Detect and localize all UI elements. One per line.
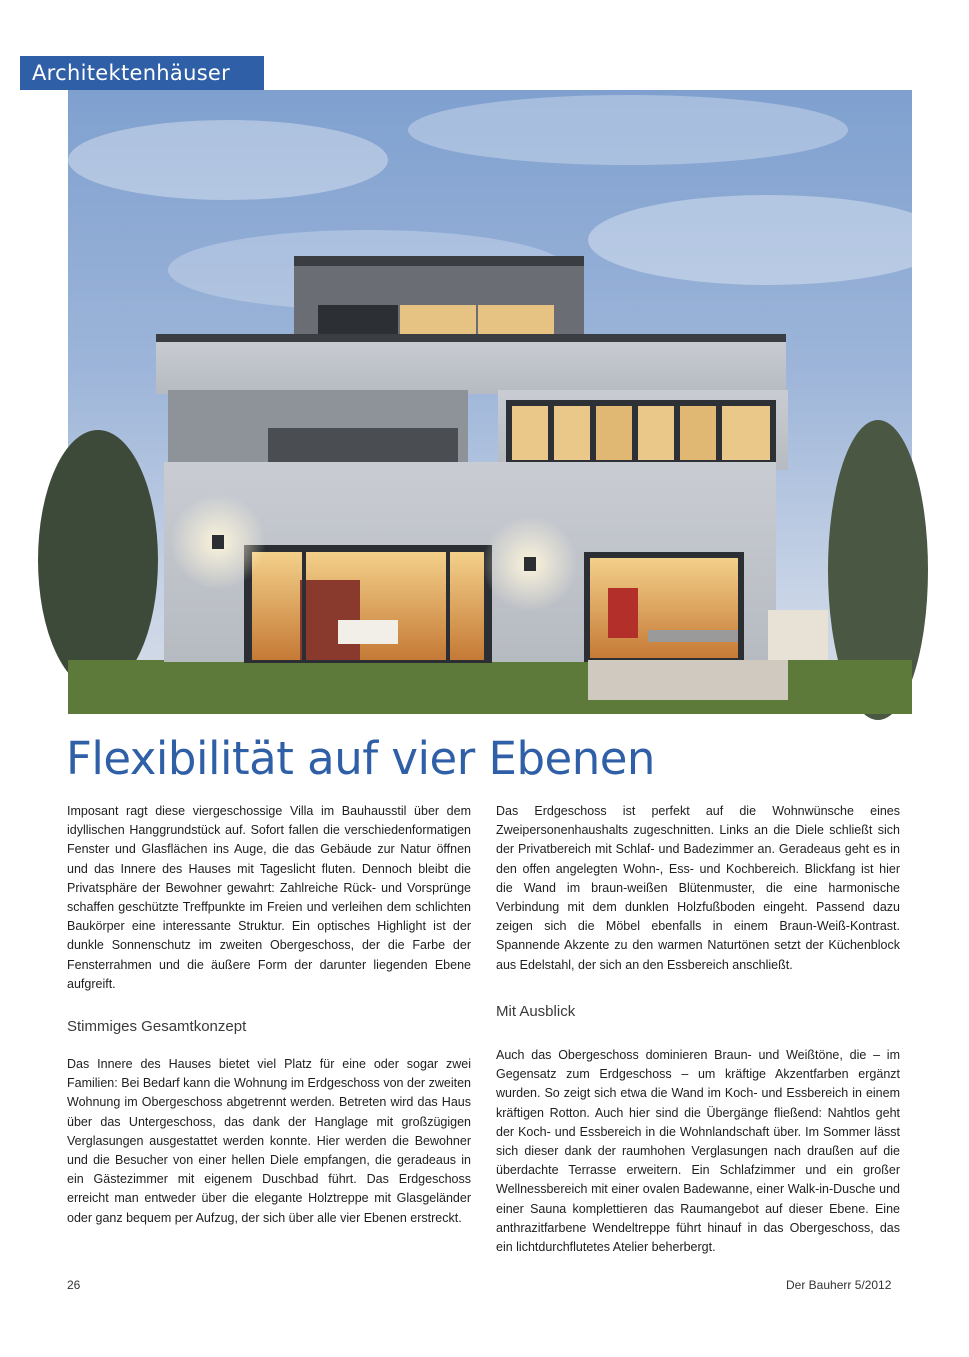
villa-illustration — [68, 90, 912, 714]
intro-paragraph: Imposant ragt diese viergeschossige Villa im Bauhausstil über dem idyllischen Hanggrundstück auf. Sofort fallen die verschiedenformatigen Fenster und Glasflächen ins Auge, die das Gebäude zur Natur öffnen und das Innere des Hauses mit Tageslicht fluten. Dennoch bleibt die Privatsphäre der Bewohner gewahrt: Zahlreiche Rück- und Vorsprünge schaffen geschützte Treffpunkte im Freien und verleihen dem schlichten Baukörper eine interessante Struktur. Ein optisches Highlight ist der dunkle Sonnenschutz im zweiten Obergeschoss, der die Farbe der Fensterrahmen und die äußere Form der darunter liegenden Ebene aufgreift. — [67, 804, 471, 991]
erdgeschoss-paragraph: Das Erdgeschoss ist perfekt auf die Wohnwünsche eines Zweipersonenhaushalts zugeschnitten. Links an die Diele schließt sich der Privatbereich mit Schlaf- und Badezimmer an. Geradeaus geht es in den offen angelegten Wohn-, Ess- und Kochbereich. Blickfang ist hier die Wand im braun-weißen Blütenmuster, die eine harmonische Verbindung mit dem dunklen Holzfußboden eingeht. Passend dazu zeigen sich die Möbel ebenfalls in einem Braun-Weiß-Kontrast. Spannende Akzente zu den warmen Naturtönen setzt der Küchenblock aus Edelstahl, der sich an den Essbereich anschließt. — [496, 804, 900, 972]
body-paragraph: Das Innere des Hauses bietet viel Platz für eine oder sogar zwei Familien: Bei Bedarf kann die Wohnung im Erdgeschoss von der zweiten Wohnung im Obergeschoss abgetrennt werden. Betreten wird das Haus über das Untergeschoss, das dank der Hanglage mit großzügigen Verglasungen ausgestattet werden konnte. Hier werden die Bewohner und die Besucher von einer hellen Diele empfangen, die geradeaus in ein Gästezimmer mit eigenem Duschbad führt. Das Erdgeschoss erreicht man entweder über die elegante Holztreppe mit Glasgeländer oder ganz bequem per Aufzug, der sich über alle vier Ebenen erstreckt. — [67, 1057, 471, 1225]
obergeschoss-paragraph: Auch das Obergeschoss dominieren Braun- und Weißtöne, die – im Gegensatz zum Erdgeschoss – um kräftige Akzentfarben ergänzt wurden. So zeigt sich etwa die Wand im Koch- und Essbereich in einem kräftigen Rotton. Auch hier sind die Übergänge fließend: Nahtlos geht der Koch- und Essbereich in die Wohnlandschaft über. Im Sommer lässt sich dieser dank der raumhohen Verglasungen nach draußen auf die überdachte Terrasse erweitern. Ein Schlafzimmer und ein großer Wellnessbereich mit einer ovalen Badewanne, einer Walk-in-Dusche und einer Sauna komplettieren das Raumangebot auf dieser Ebene. Eine anthrazitfarbene Wendeltreppe führt hinauf in das Obergeschoss, das ein lichtdurchflutetes Atelier beherbergt. — [496, 1048, 900, 1255]
subheading-gesamtkonzept: Stimmiges Gesamtkonzept — [67, 1018, 247, 1035]
house-photo — [68, 90, 969, 714]
section-label: Architektenhäuser — [32, 61, 231, 85]
photo-credit: Foto: Baufritz/Tom Haas — [958, 583, 969, 702]
article-headline: Flexibilität auf vier Ebenen — [66, 732, 655, 785]
page-number: 26 — [67, 1278, 81, 1292]
article-column-right — [496, 802, 900, 975]
magazine-issue: Der Bauherr 5/2012 — [786, 1278, 892, 1292]
section-tab — [20, 56, 264, 90]
subheading-ausblick: Mit Ausblick — [496, 1003, 576, 1020]
article-column-left-body — [67, 1055, 471, 1228]
article-column-right-body — [496, 1046, 900, 1257]
article-column-left — [67, 802, 471, 994]
